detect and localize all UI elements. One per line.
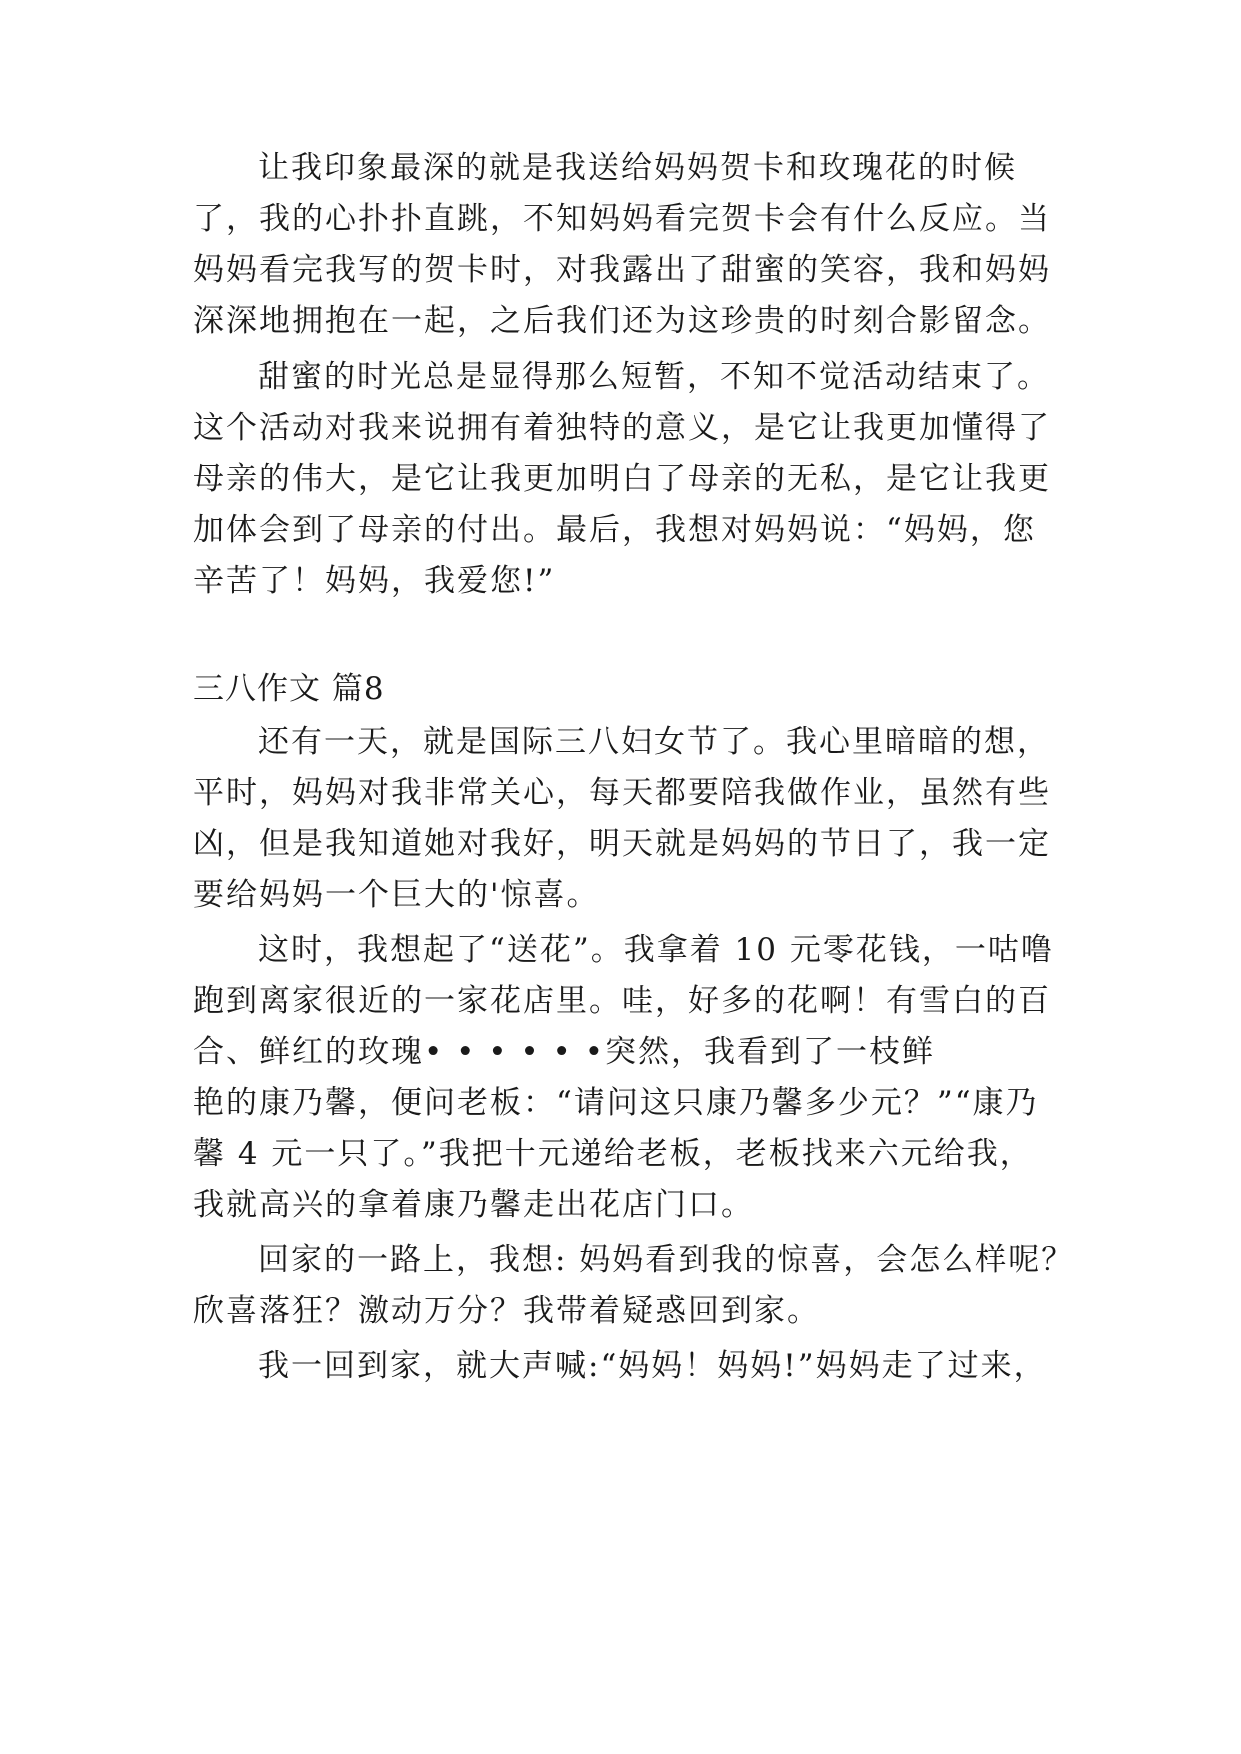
paragraph-line: 我一回到家，就大声喊:“妈妈！妈妈!”妈妈走了过来， — [258, 1348, 1047, 1384]
paragraph-line: 甜蜜的时光总是显得那么短暂，不知不觉活动结束了。 — [258, 359, 1050, 395]
paragraph-line: 还有一天，就是国际三八妇女节了。我心里暗暗的想， — [258, 724, 1050, 760]
paragraph-line: 妈妈看完我写的贺卡时，对我露出了甜蜜的笑容，我和妈妈 — [193, 252, 1051, 288]
paragraph-line: 馨 4 元一只了。”我把十元递给老板，老板找来六元给我， — [193, 1136, 1033, 1172]
paragraph-line: 我就高兴的拿着康乃馨走出花店门口。 — [193, 1187, 754, 1223]
paragraph-line: 跑到离家很近的一家花店里。哇，好多的花啊！有雪白的百 — [193, 983, 1051, 1019]
paragraph-line: 欣喜落狂？激动万分？我带着疑惑回到家。 — [193, 1293, 820, 1329]
section-title: 三八作文 篇8 — [193, 671, 385, 707]
paragraph-line: 这时，我想起了“送花”。我拿着 10 元零花钱，一咕噜 — [258, 932, 1054, 968]
paragraph-line: 要给妈妈一个巨大的'惊喜。 — [193, 877, 600, 913]
paragraph-line: 平时，妈妈对我非常关心，每天都要陪我做作业，虽然有些 — [193, 775, 1051, 811]
paragraph-line: 这个活动对我来说拥有着独特的意义，是它让我更加懂得了 — [193, 410, 1051, 446]
paragraph-line: 回家的一路上，我想: 妈妈看到我的惊喜，会怎么样呢？ — [258, 1242, 1075, 1278]
paragraph-line: 加体会到了母亲的付出。最后，我想对妈妈说：“妈妈，您 — [193, 512, 1036, 548]
paragraph-line: 合、鲜红的玫瑰• • • • • •突然，我看到了一枝鲜 — [193, 1034, 935, 1070]
paragraph-line: 了，我的心扑扑直跳，不知妈妈看完贺卡会有什么反应。当 — [193, 201, 1051, 237]
paragraph-line: 让我印象最深的就是我送给妈妈贺卡和玫瑰花的时候 — [258, 150, 1017, 186]
paragraph-line: 辛苦了！妈妈，我爱您!” — [193, 563, 556, 599]
paragraph-line: 凶，但是我知道她对我好，明天就是妈妈的节日了，我一定 — [193, 826, 1051, 862]
paragraph-line: 艳的康乃馨，便问老板：“请问这只康乃馨多少元？”“康乃 — [193, 1085, 1039, 1121]
paragraph-line: 母亲的伟大，是它让我更加明白了母亲的无私，是它让我更 — [193, 461, 1051, 497]
paragraph-line: 深深地拥抱在一起，之后我们还为这珍贵的时刻合影留念。 — [193, 303, 1051, 339]
